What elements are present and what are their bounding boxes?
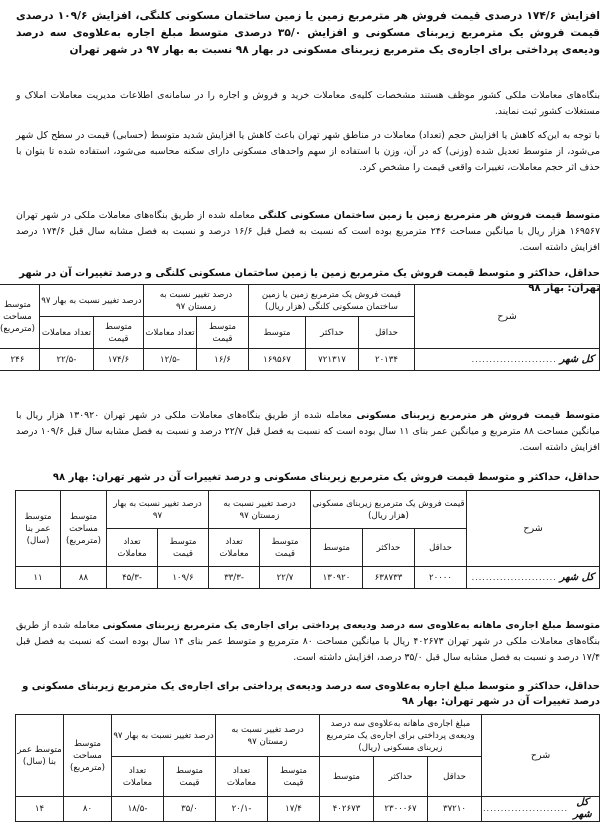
table-2-value-prev-price: ۲۲/۷ [260, 567, 311, 589]
table-3-header-avg: متوسط [320, 757, 374, 797]
table-3-header-prev-count: تعداد معاملات [216, 757, 268, 797]
table-3-row-dots: ........................ [483, 804, 569, 813]
table-row [15, 567, 599, 589]
table-3-value-year-count: -۱۸/۵ [111, 797, 163, 822]
table-1-value-area: ۲۴۶ [0, 349, 39, 371]
table-1-header-description: شرح [415, 285, 600, 349]
table-1-value-avg: ۱۶۹۵۶۷ [248, 349, 305, 371]
table-2-header-price: قیمت فروش یک مترمربع زیربنای مسکونی (هزار ریال) [311, 491, 467, 529]
table-3-header-prev-avg-price: متوسط قیمت [268, 757, 320, 797]
table-1-row-dots: ........................ [471, 354, 557, 364]
table-1-header-max: حداکثر [306, 317, 359, 349]
table-2-row-dots: ........................ [471, 572, 557, 582]
table-3-value-prev-price: ۱۷/۴ [268, 797, 320, 822]
table-1-caption: حداقل، حداکثر و متوسط قیمت فروش یک مترمربع زمین یا زمین ساختمان مسکونی کلنگی و درصد تغییرات آن در شهر تهران: بهار ۹۸ [19, 268, 600, 294]
table-1-header-avg: متوسط [248, 317, 305, 349]
table-2-header-age: متوسط عمر بنا (سال) [15, 491, 60, 567]
table-1-row-label: کل شهر [559, 353, 594, 365]
table-3-header-description: شرح [482, 715, 600, 797]
intro-paragraph-1: بنگاه‌های معاملات ملکی کشور موظف هستند مشخصات کلیه‌ی معاملات خرید و فروش و اجاره را در سامانه‌ی اطلاعات مدیریت معاملات املاک و مستغلات کشور ثبت نمایند. [16, 90, 600, 117]
table-3-header-change-year: درصد تغییر نسبت به بهار ۹۷ [111, 715, 215, 757]
table-1-header-prev-avg-price: متوسط قیمت [196, 317, 248, 349]
table-3 [15, 714, 600, 822]
table-2-caption: حداقل، حداکثر و متوسط قیمت فروش یک مترمربع زیربنای مسکونی و درصد تغییرات آن در شهر تهران: بهار ۹۸ [52, 472, 600, 483]
table-3-header-price: مبلغ اجاره‌ی ماهانه به‌علاوه‌ی سه درصد ودیعه‌ی پرداختی برای اجاره‌ی یک مترمربع زیربنای مسکونی (ریال) [320, 715, 482, 757]
table-1-value-min: ۲۰۱۳۴ [359, 349, 415, 371]
table-3-header-min: حداقل [428, 757, 482, 797]
table-2-header-area: متوسط مساحت (مترمربع) [60, 491, 106, 567]
section-3-paragraph [16, 618, 600, 666]
table-2-header-change-prev: درصد تغییر نسبت به زمستان ۹۷ [209, 491, 311, 529]
table-row [15, 797, 599, 822]
section-1-body: معامله شده از طریق بنگاه‌های معاملات ملکی در شهر تهران ۱۶۹۵۶۷ هزار ریال با میانگین مساحت ۲۴۶ مترمربع بوده است که نسبت به فصل قبل ۱۶/۶ درصد و نسبت به فصل مشابه سال قبل ۱۷۴/۶ درصد افزایش داشته است. [16, 210, 600, 253]
table-2-header-prev-count: تعداد معاملات [209, 529, 260, 567]
table-3-header-max: حداکثر [374, 757, 428, 797]
table-2-value-prev-count: -۳۳/۳ [209, 567, 260, 589]
intro-paragraph-2: با توجه به این‌که کاهش یا افزایش حجم (تعداد) معاملات در مناطق شهر تهران باعث کاهش یا افزایش شدید متوسط (حسابی) قیمت در سطح کل شهر می‌شود، از متوسط تعدیل شده (وزنی) که در آن، وزن با استفاده از سهم واحدهای مسکونی دارای سکنه محاسبه می‌شود، استفاده شده تا بتوان با حذف اثر حجم معاملات، تغییرات واقعی قیمت را مشخص کرد. [16, 130, 600, 173]
table-2-value-year-count: -۴۵/۳ [106, 567, 157, 589]
table-1-value-year-price: ۱۷۴/۶ [93, 349, 143, 371]
table-1-header-prev-count: تعداد معاملات [143, 317, 196, 349]
table-3-row-label-cell [482, 797, 600, 822]
table-2-row-label: کل شهر [559, 571, 594, 583]
table-3-value-prev-count: -۲۰/۱ [216, 797, 268, 822]
table-2-value-avg: ۱۳۰۹۲۰ [311, 567, 363, 589]
section-2-paragraph [16, 408, 600, 456]
table-1-header-area: متوسط مساحت (مترمربع) [0, 285, 39, 349]
table-1-header-year-count: تعداد معاملات [39, 317, 93, 349]
headline: افزایش ۱۷۴/۶ درصدی قیمت فروش هر مترمربع زمین یا زمین ساختمان مسکونی کلنگی، افزایش ۱۰۹/۶ درصدی قیمت فروش یک مترمربع زیربنای مسکونی و افزایش ۳۵/۰ درصدی متوسط مبلغ اجاره به‌علاوه‌ی سه درصد ودیعه‌ی پرداختی برای اجاره‌ی یک مترمربع زیربنای مسکونی در بهار ۹۸ نسبت به بهار ۹۷ در شهر تهران [16, 10, 600, 56]
section-2-body: معامله شده از طریق بنگاه‌های معاملات ملکی در شهر تهران ۱۳۰۹۲۰ هزار ریال با میانگین مساحت ۸۸ مترمربع و میانگین عمر بنای ۱۱ سال بوده است که نسبت به فصل قبل ۲۲/۷ درصد و نسبت به فصل مشابه سال قبل ۱۰۹/۶ درصد افزایش داشته است. [16, 410, 600, 453]
table-3-header-year-count: تعداد معاملات [111, 757, 163, 797]
section-1-paragraph [16, 208, 600, 256]
table-3-header-age: متوسط عمر بنا (سال) [15, 715, 63, 797]
table-2-row-label-cell [467, 567, 600, 589]
table-3-header-change-prev: درصد تغییر نسبت به زمستان ۹۷ [216, 715, 320, 757]
section-2-title: متوسط قیمت فروش هر مترمربع زیربنای مسکونی [356, 410, 600, 421]
table-3-value-avg: ۴۰۲۶۷۳ [320, 797, 374, 822]
table-2-header-prev-avg-price: متوسط قیمت [260, 529, 311, 567]
table-2-header-max: حداکثر [363, 529, 415, 567]
section-1-title: متوسط قیمت فروش هر مترمربع زمین یا زمین ساختمان مسکونی کلنگی [258, 210, 600, 221]
table-1-value-prev-price: ۱۶/۶ [196, 349, 248, 371]
table-3-header-year-avg-price: متوسط قیمت [164, 757, 216, 797]
table-3-header-area: متوسط مساحت (مترمربع) [63, 715, 111, 797]
table-2-header-description: شرح [467, 491, 600, 567]
table-3-caption: حداقل، حداکثر و متوسط مبلغ اجاره به‌علاوه‌ی سه درصد ودیعه‌ی پرداختی برای اجاره‌ی یک مترمربع زیربنای مسکونی و درصد تغییرات آن در شهر تهران: بهار ۹۸ [22, 681, 600, 707]
table-1-header-year-avg-price: متوسط قیمت [93, 317, 143, 349]
table-1-value-prev-count: -۱۲/۵ [143, 349, 196, 371]
table-3-value-min: ۳۷۲۱۰ [428, 797, 482, 822]
table-1-value-year-count: -۲۲/۵ [39, 349, 93, 371]
section-3-body: معامله شده از طریق بنگاه‌های معاملات ملکی در شهر تهران ۴۰۲۶۷۳ ریال با میانگین مساحت ۸۰ مترمربع و متوسط عمر بنای ۱۴ سال بوده است که نسبت به فصل قبل ۱۷/۴ درصد و نسبت به فصل مشابه سال قبل ۳۵/۰ درصد، افزایش داشته است. [16, 620, 601, 663]
table-1-header-price: قیمت فروش یک مترمربع زمین یا زمین ساختمان مسکونی کلنگی (هزار ریال) [248, 285, 414, 317]
table-1 [0, 284, 600, 371]
table-2-header-avg: متوسط [311, 529, 363, 567]
table-row [0, 349, 600, 371]
table-2-value-age: ۱۱ [15, 567, 60, 589]
table-2-value-max: ۶۳۸۷۳۳ [363, 567, 415, 589]
table-3-value-area: ۸۰ [63, 797, 111, 822]
table-2-header-year-count: تعداد معاملات [106, 529, 157, 567]
table-2-header-min: حداقل [415, 529, 467, 567]
table-2-header-change-year: درصد تغییر نسبت به بهار ۹۷ [106, 491, 208, 529]
table-2-value-min: ۲۰۰۰۰ [415, 567, 467, 589]
table-2 [15, 490, 600, 589]
section-3-title: متوسط مبلغ اجاره‌ی ماهانه به‌علاوه‌ی سه درصد ودیعه‌ی پرداختی برای اجاره‌ی یک مترمربع زیربنای مسکونی [102, 620, 600, 631]
table-3-value-age: ۱۴ [15, 797, 63, 822]
table-1-header-change-year: درصد تغییر نسبت به بهار ۹۷ [39, 285, 143, 317]
table-1-value-max: ۷۲۱۳۱۷ [306, 349, 359, 371]
table-2-value-year-price: ۱۰۹/۶ [158, 567, 209, 589]
table-3-row-label: کل شهر [573, 797, 592, 820]
table-1-row-label-cell [415, 349, 600, 371]
table-3-value-max: ۲۳۰۰۰۶۷ [374, 797, 428, 822]
table-2-value-area: ۸۸ [60, 567, 106, 589]
table-1-header-change-prev: درصد تغییر نسبت به زمستان ۹۷ [143, 285, 248, 317]
table-2-header-year-avg-price: متوسط قیمت [158, 529, 209, 567]
table-1-header-min: حداقل [359, 317, 415, 349]
table-3-value-year-price: ۳۵/۰ [164, 797, 216, 822]
